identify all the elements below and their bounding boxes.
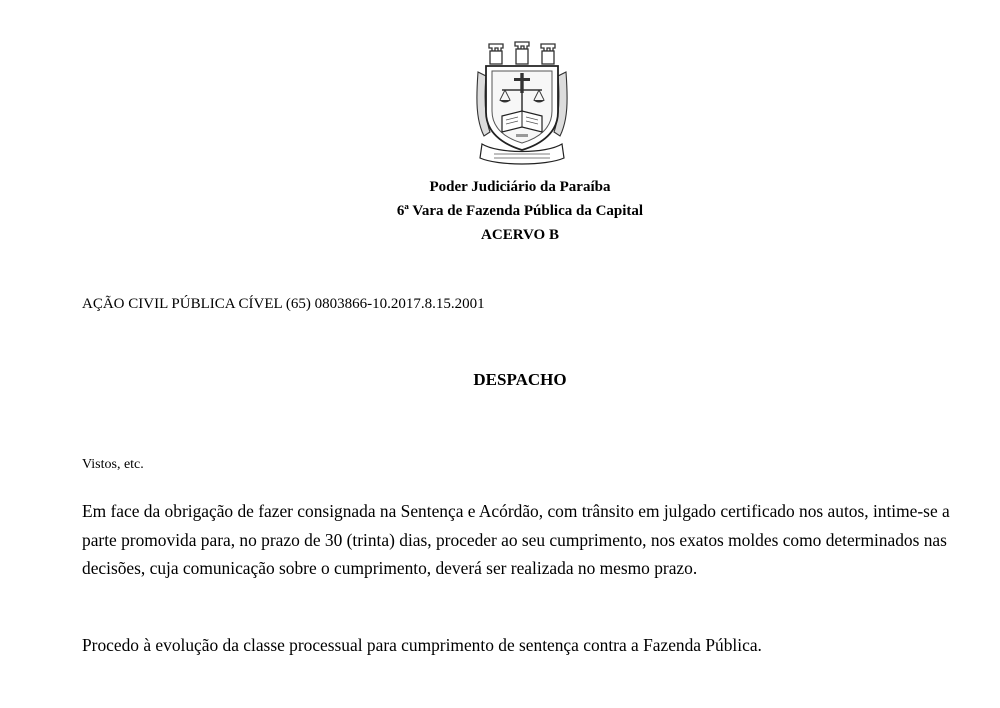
collection-label: ACERVO B [481,227,559,243]
case-reference: AÇÃO CIVIL PÚBLICA CÍVEL (65) 0803866-10.2017.8.15.2001 [82,296,485,312]
body-paragraph: Procedo à evolução da classe processual para cumprimento de sentença contra a Fazenda Pública. [82,635,762,655]
body-paragraph: Em face da obrigação de fazer consignada na Sentença e Acórdão, com trânsito em julgado certificado nos autos, intime-se a parte promovida para, no prazo de 30 (trinta) dias, proceder ao seu cumprimento, nos exatos moldes como determinados nas decisões, cuja comunicação sobre o cumprimento, deverá ser realizada no mesmo prazo. [82,501,950,578]
document-title: DESPACHO [473,370,567,389]
salutation: Vistos, etc. [82,457,144,472]
court-crest [472,40,572,168]
court-name: 6ª Vara de Fazenda Pública da Capital [396,203,644,219]
institution-name: Poder Judiciário da Paraíba [429,179,611,195]
